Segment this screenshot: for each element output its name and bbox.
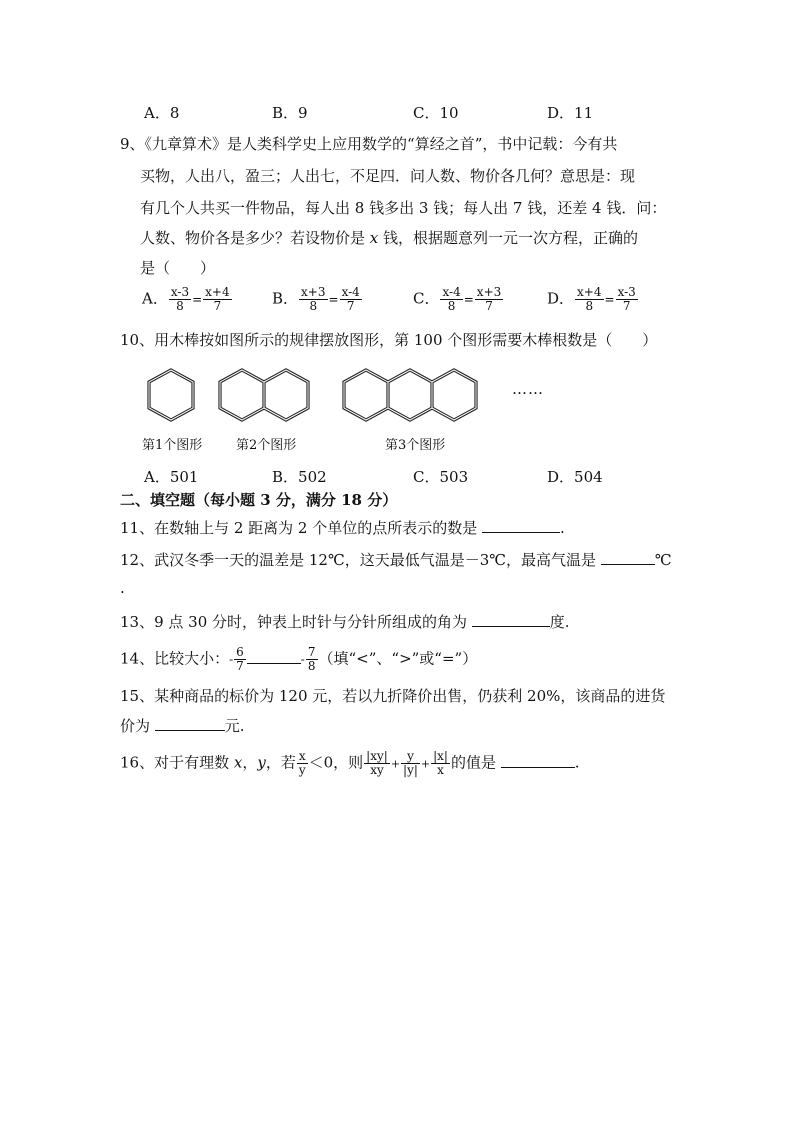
- minus-sign: -: [229, 652, 234, 667]
- q9-option-c: [413, 286, 504, 313]
- numerator: x+3: [301, 285, 326, 299]
- q11-period: .: [560, 519, 565, 537]
- q9-line-2: 买物，人出八，盈三；人出七，不足四．问人数、物价各几何？意思是：现: [140, 167, 636, 185]
- q9-option-c-label: C．: [413, 289, 440, 308]
- caption-figure-1: 第1个图形: [142, 438, 203, 453]
- denominator: 8: [447, 299, 456, 313]
- q12-period: .: [120, 579, 125, 597]
- q16-text: 16、对于有理数: [120, 753, 234, 772]
- figure-3: [344, 370, 476, 420]
- q9-option-a: [142, 286, 233, 313]
- q9-line-4-a: 人数、物价各是多少？若设物价是: [140, 229, 370, 247]
- q16-period: .: [574, 753, 580, 772]
- denominator: 8: [307, 659, 316, 673]
- q9-variable-x: x: [369, 229, 379, 247]
- q8-option-a: A．8: [144, 104, 180, 122]
- fraction: [169, 286, 191, 313]
- q11: [120, 518, 565, 538]
- numerator: x-3: [170, 285, 190, 299]
- numerator: x: [298, 749, 306, 763]
- q16-text-2: ，若: [265, 753, 296, 772]
- fraction: [203, 286, 231, 313]
- q13-text: 13、9 点 30 分时，钟表上时针与分针所组成的角为: [120, 613, 472, 631]
- answer-blank[interactable]: [501, 753, 575, 768]
- answer-blank[interactable]: [482, 518, 560, 533]
- q12-text: 12、武汉冬季一天的温差是 12℃，这天最低气温是－3℃，最高气温是: [120, 551, 601, 569]
- q9-option-a-label: A．: [142, 289, 168, 308]
- denominator: 8: [309, 299, 318, 313]
- figure-2-highlight: [220, 370, 308, 420]
- numerator: 7: [307, 645, 316, 659]
- fraction: [364, 750, 390, 777]
- equals-sign: =: [463, 292, 474, 307]
- q9-line-4: [140, 228, 638, 248]
- caption-figure-2: 第2个图形: [236, 438, 297, 453]
- q10-option-d: D．504: [547, 468, 603, 486]
- plus-sign: +: [390, 757, 401, 771]
- q9-option-d: [547, 286, 639, 313]
- fraction: [431, 750, 450, 777]
- minus-sign: -: [300, 652, 305, 667]
- q13-unit: 度.: [549, 613, 570, 631]
- numerator: x+4: [205, 285, 230, 299]
- denominator: 8: [176, 299, 184, 313]
- q9-line-5: 是（ ）: [140, 259, 216, 277]
- denominator: 7: [213, 299, 222, 313]
- q15-line-2: [120, 716, 245, 736]
- figure-3-highlight: [344, 370, 476, 420]
- q14-text: 14、比较大小：: [120, 649, 230, 668]
- answer-blank[interactable]: [472, 612, 550, 627]
- ellipsis: ……: [512, 380, 544, 398]
- q8-option-b: B．9: [272, 104, 308, 122]
- q16-condition: ＜0，则: [308, 753, 364, 772]
- q9-option-b: [272, 286, 363, 313]
- q12-unit: ℃: [654, 551, 672, 569]
- numerator: x-4: [442, 285, 461, 299]
- variable-x: x: [233, 753, 243, 772]
- q9-line-4-b: 钱，根据题意列一元一次方程，正确的: [378, 229, 639, 247]
- numerator: 6: [236, 645, 244, 659]
- answer-blank[interactable]: [155, 716, 225, 731]
- equals-sign: =: [192, 292, 203, 307]
- equals-sign: =: [328, 292, 339, 307]
- q14-instruction: （填“<”、“>”或“=”）: [318, 649, 478, 668]
- fraction: [440, 286, 462, 313]
- denominator: 7: [485, 299, 493, 313]
- q9-option-d-label: D．: [547, 289, 575, 308]
- numerator: x+3: [476, 285, 502, 299]
- q16: [120, 750, 580, 777]
- fraction: [575, 286, 603, 313]
- matchstick-hexagon-figures: [138, 362, 508, 432]
- plus-sign: +: [420, 757, 431, 771]
- answer-blank[interactable]: [247, 649, 301, 664]
- answer-blank[interactable]: [601, 550, 655, 565]
- fraction: [340, 286, 362, 313]
- fraction: [616, 286, 638, 313]
- q12: [120, 550, 672, 570]
- q10-option-b: B．502: [272, 468, 327, 486]
- numerator: x+4: [577, 285, 602, 299]
- q10-option-c: C．503: [413, 468, 469, 486]
- numerator: x-3: [617, 285, 636, 299]
- q9-option-b-label: B．: [272, 289, 299, 308]
- fraction: [299, 286, 327, 313]
- comma: ，: [242, 753, 258, 772]
- fraction: [297, 750, 308, 777]
- q10-question: 10、用木棒按如图所示的规律摆放图形，第 100 个图形需要木棒根数是（ ）: [120, 331, 658, 349]
- q15-unit: 元.: [224, 717, 245, 735]
- fraction: [475, 286, 503, 313]
- q15-line-1: 15、某种商品的标价为 120 元，若以九折降价出售，仍获利 20%，该商品的进货: [120, 687, 666, 705]
- q9-line-3: 有几个人共买一件物品，每人出 8 钱多出 3 钱；每人出 7 钱，还差 4 钱．问：: [140, 199, 667, 217]
- variable-y: y: [257, 753, 266, 772]
- denominator: 7: [622, 299, 631, 313]
- equals-sign: =: [604, 292, 615, 307]
- denominator: x: [437, 763, 444, 777]
- numerator: |x|: [433, 749, 448, 763]
- numerator: y: [401, 750, 420, 764]
- q11-text: 11、在数轴上与 2 距离为 2 个单位的点所表示的数是: [120, 519, 483, 537]
- q8-option-c: C．10: [413, 104, 459, 122]
- q9-line-1: 9、《九章算术》是人类科学史上应用数学的“算经之首”，书中记载：今有共: [120, 135, 618, 153]
- fraction: [401, 750, 420, 777]
- denominator: 7: [346, 299, 355, 313]
- fraction: [306, 646, 318, 673]
- figure-1: [149, 370, 193, 420]
- denominator: xy: [370, 763, 384, 777]
- q15-text: 价为: [120, 717, 155, 735]
- numerator: x-4: [341, 285, 360, 299]
- q16-text-3: 的值是: [450, 753, 501, 772]
- denominator: 8: [585, 299, 594, 313]
- q10-option-a: A．501: [144, 468, 199, 486]
- q8-option-d: D．11: [547, 104, 594, 122]
- q13: [120, 612, 570, 632]
- numerator: |xy|: [366, 749, 388, 763]
- denominator: |y|: [403, 763, 418, 777]
- q14: [120, 646, 477, 673]
- denominator: y: [298, 763, 306, 777]
- denominator: 7: [236, 659, 244, 673]
- section-heading: 二、填空题（每小题 3 分，满分 18 分）: [120, 491, 398, 509]
- caption-figure-3: 第3个图形: [385, 438, 446, 453]
- fraction: [234, 646, 246, 673]
